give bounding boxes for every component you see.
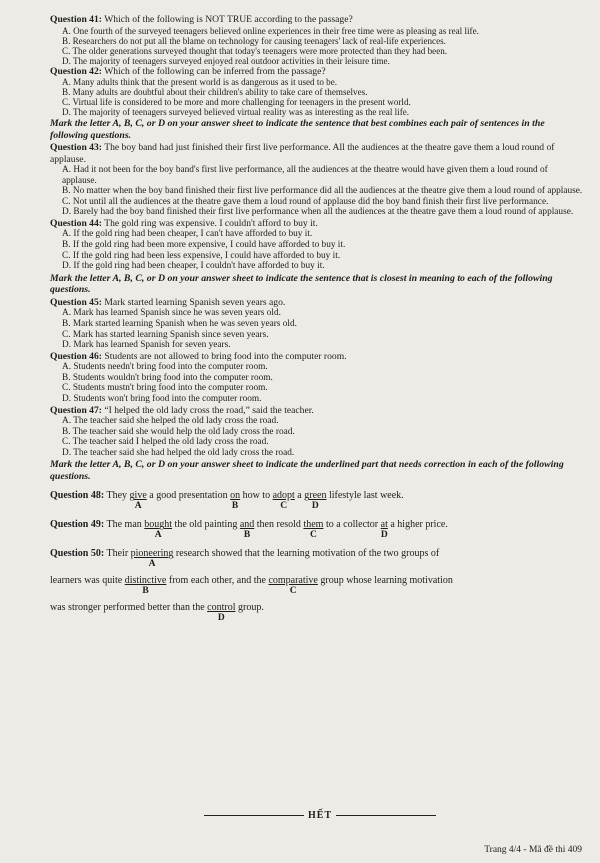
- question-41: [50, 14, 584, 66]
- sentence-text: They: [106, 490, 130, 502]
- question-45: [50, 297, 584, 351]
- underlined-part-c: them C: [303, 519, 324, 541]
- question-stem: The gold ring was expensive. I couldn't afford to buy it.: [104, 217, 318, 229]
- option-c: C. The older generations surveyed thought that today's teenagers were more protected than they had been.: [62, 45, 448, 56]
- question-50-line-3: [50, 602, 584, 624]
- option-c: C. If the gold ring had been less expensive, I could have afforded to buy it.: [62, 250, 341, 261]
- option-d: D. Students won't bring food into the computer room.: [62, 394, 262, 404]
- underlined-part-b: $\frac{on}{B}$: [230, 490, 241, 512]
- question-43: [50, 142, 584, 218]
- option-c: C. Students mustn't bring food into the computer room.: [62, 383, 268, 394]
- option-b: B. No matter when the boy band finished their first live performance did all the audiences at the theatre give them a loud round of applause.: [62, 186, 583, 197]
- question-number: Question 41:: [50, 14, 102, 25]
- question-47: [50, 405, 584, 459]
- question-stem: Students are not allowed to bring food into the computer room.: [104, 350, 347, 362]
- label-b: B: [231, 501, 239, 512]
- option-b: B. Mark started learning Spanish when he was seven years old.: [62, 318, 297, 329]
- option-a: A. Mark has learned Spanish since he was seven years old.: [62, 308, 281, 319]
- sentence-text: group.: [235, 602, 264, 614]
- option-c: C. Not until all the audiences at the theatre gave them a loud round of applause did the boy band finish their first live performance.: [62, 196, 549, 207]
- instruction-combine: Mark the letter A, B, C, or D on your answer sheet to indicate the sentence that best combines each pair of sentences in the following questions.: [50, 118, 545, 141]
- question-number: Question 50:: [50, 548, 105, 560]
- option-c: C. The teacher said I helped the old lady cross the road.: [62, 437, 269, 448]
- option-a: A. If the gold ring had been cheaper, I can't have afforded to buy it.: [62, 229, 313, 240]
- underlined-part-d: control D: [207, 602, 236, 624]
- question-46: [50, 351, 584, 405]
- question-50: [50, 548, 584, 570]
- underlined-part-b: and B: [239, 519, 255, 541]
- option-b: B. The teacher said she would help the old lady cross the road.: [62, 426, 295, 437]
- question-stem: The boy band had just finished their first live performance. All the audiences at the theatre gave them a loud round of applause.: [50, 142, 555, 165]
- sentence-text: research showed that the learning motivation of the two groups of: [173, 548, 440, 560]
- end-mark: [200, 810, 440, 821]
- question-42: [50, 66, 584, 118]
- end-label: HẾT: [308, 810, 333, 821]
- label-c: C: [289, 586, 297, 597]
- sentence-text: a good presentation: [146, 490, 231, 502]
- question-stem: Which of the following can be inferred from the passage?: [104, 65, 326, 77]
- sentence-text: lifestyle last week.: [326, 490, 404, 502]
- underlined-part-a: pioneering A: [130, 548, 174, 570]
- sentence-text: was stronger performed better than the: [50, 602, 208, 614]
- question-number: Question 47:: [50, 404, 102, 416]
- sentence-text: The man: [106, 519, 145, 531]
- sentence-text: Their: [106, 548, 131, 560]
- question-50-line-2: [50, 575, 584, 597]
- label-a: A: [148, 559, 156, 570]
- option-b: B. Students wouldn't bring food into the computer room.: [62, 372, 273, 383]
- option-d: D. The majority of teenagers surveyed believed virtual reality was as interesting as the real life.: [62, 107, 410, 117]
- question-number: Question 46:: [50, 350, 102, 362]
- page-footer: Trang 4/4 - Mã đề thi 409: [484, 845, 582, 855]
- question-49: [50, 519, 584, 541]
- underlined-part-c: adopt C: [272, 490, 295, 512]
- option-b: B. Researchers do not put all the blame on technology for causing teenagers' lack of real-life experiences.: [62, 35, 446, 46]
- sentence-text: a higher price.: [387, 519, 448, 531]
- option-a: A. One fourth of the surveyed teenagers believed online experiences in their free time were as pleasing as real life.: [62, 25, 479, 36]
- option-d: D. The majority of teenagers surveyed enjoyed real outdoor activities in their leisure time.: [62, 55, 390, 66]
- question-number: Question 48:: [50, 490, 105, 502]
- divider: [204, 815, 304, 816]
- option-a: A. Had it not been for the boy band's first live performance, all the audiences at the theatre would have given them a loud round of applause.: [62, 165, 548, 186]
- question-number: Question 44:: [50, 217, 102, 229]
- question-number: Question 42:: [50, 65, 102, 77]
- divider: [336, 815, 436, 816]
- underlined-part-a: bought A: [144, 519, 173, 541]
- label-c: C: [310, 530, 317, 541]
- question-number: Question 43:: [50, 142, 102, 153]
- option-d: D. The teacher said she had helped the old lady cross the road.: [62, 447, 295, 458]
- option-a: A. Students needn't bring food into the computer room.: [62, 362, 268, 373]
- sentence-text: the old painting: [172, 519, 240, 531]
- option-a: A. The teacher said she helped the old lady cross the road.: [62, 416, 279, 427]
- underlined-part-d: $\frac{at}{D}$: [380, 519, 388, 541]
- question-44: [50, 218, 584, 272]
- underlined-part-c: comparative C: [268, 575, 318, 597]
- label-a: A: [134, 501, 142, 512]
- label-d: D: [380, 530, 388, 541]
- label-c: C: [280, 501, 288, 512]
- label-a: A: [154, 530, 162, 541]
- option-a: A. Many adults think that the present world is as dangerous as it used to be.: [62, 77, 338, 87]
- label-b: B: [142, 586, 149, 597]
- label-d: D: [311, 501, 319, 512]
- question-number: Question 45:: [50, 296, 102, 308]
- instruction-closest-meaning: Mark the letter A, B, C, or D on your answer sheet to indicate the sentence that is closest in meaning to each of the following questions.: [50, 272, 553, 296]
- option-c: C. Mark has started learning Spanish since seven years.: [62, 329, 269, 340]
- underlined-part-a: give A: [129, 490, 147, 512]
- sentence-text: a: [294, 490, 305, 502]
- instruction-error-correction: Mark the letter A, B, C, or D on your answer sheet to indicate the underlined part that needs correction in each of the following questions.: [50, 459, 564, 482]
- question-number: Question 49:: [50, 519, 105, 531]
- sentence-text: to a collector: [323, 519, 381, 531]
- sentence-text: then resold: [254, 519, 304, 531]
- question-stem: Mark started learning Spanish seven years ago.: [104, 296, 286, 308]
- question-stem: “I helped the old lady cross the road,” said the teacher.: [104, 404, 314, 416]
- option-d: D. Mark has learned Spanish for seven years.: [62, 340, 231, 351]
- option-c: C. Virtual life is considered to be more and more challenging for teenagers in the present world.: [62, 97, 411, 107]
- sentence-text: group whose learning motivation: [317, 575, 453, 587]
- label-d: D: [217, 613, 225, 624]
- label-b: B: [243, 530, 251, 541]
- option-b: B. If the gold ring had been more expensive, I could have afforded to buy it.: [62, 240, 346, 251]
- sentence-text: how to: [240, 490, 273, 502]
- question-48: [50, 490, 584, 512]
- underlined-part-d: green D: [304, 490, 327, 512]
- question-stem: Which of the following is NOT TRUE according to the passage?: [104, 14, 353, 25]
- sentence-text: learners was quite: [50, 575, 125, 587]
- option-d: D. Barely had the boy band finished their first live performance when all the audiences at the theatre gave them a loud round of applause.: [62, 207, 574, 218]
- option-b: B. Many adults are doubtful about their children's ability to take care of themselves.: [62, 87, 368, 97]
- underlined-part-b: distinctive B: [124, 575, 167, 597]
- option-d: D. If the gold ring had been cheaper, I couldn't have afforded to buy it.: [62, 261, 325, 272]
- sentence-text: from each other, and the: [166, 575, 269, 587]
